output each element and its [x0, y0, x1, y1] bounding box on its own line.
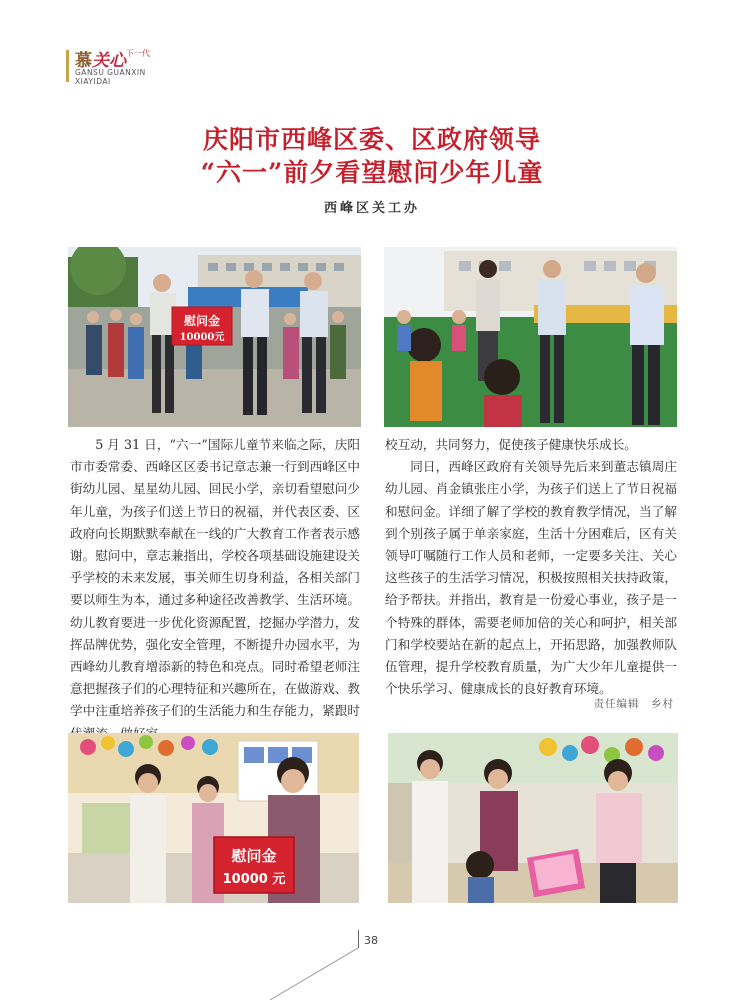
article-title-line2: “六一”前夕看望慰问少年儿童 — [200, 158, 544, 187]
logo-english-line1: GANSU GUANXIN — [75, 68, 146, 77]
article-byline: 西峰区关工办 — [323, 201, 420, 216]
photo3-sign-line2: 10000 元 — [222, 872, 286, 887]
article-paragraph-1-continued: 校互动，共同努力，促使孩子健康快乐成长。 — [385, 437, 637, 452]
logo-xiayidai: 下一代 — [126, 49, 150, 58]
article-title-line1: 庆阳市西峰区委、区政府领导 — [202, 125, 541, 154]
photo3-sign-line1: 慰问金 — [231, 847, 277, 865]
logo-bar — [66, 50, 69, 82]
page-number: 38 — [364, 934, 378, 947]
article-paragraph-1: 5 月 31 日，“六一”国际儿童节来临之际，庆阳市市委常委、西峰区区委书记章志兼一行到西峰区中街幼儿园、星星幼儿园、回民小学，亲切看望慰问少年儿童，为孩子们送上节日的祝福，并代表区委、区政府向长期默默奉献在一线的广大教育工作者表示感谢。慰问中，章志兼指出，学校各项基础设施建设关乎学校的未来发展，事关师生切身利益，各相关部门要以师生为本，通过多种途径改善教学、生活环境。幼儿教育要进一步优化资源配置，挖掘办学潜力，发挥品牌优势，强化安全管理，不断提升办园水平，为西峰幼儿教育增添新的特色和亮点。同时希望老师注意把握孩子们的心理特征和兴趣所在，在做游戏、教学中注重培养孩子们的生活能力和生存能力，紧跟时 — [70, 437, 360, 719]
photo-playground-children — [384, 247, 677, 427]
article-column-right — [385, 434, 677, 700]
article-paragraph-2: 同日，西峰区政府有关领导先后来到董志镇周庄幼儿园、肖金镇张庄小学，为孩子们送上了节日祝福和慰问金。详细了解了学校的教育教学情况，当了解到个别孩子属于单亲家庭，生活十分困难后，区有关领导叮嘱随行工作人员和老师，一定要多关注、关心这些孩子的生活学习情况，积极按照相关扶持政策，给予帮扶。并指出，教育是一份爱心事业，孩子是一个特殊的群体，需要老师加倍的关心和呵护，相关部门和学校要站在新的起点上，开拓思路，加强教师队伍管理，提升学校教育质量，为广大少年儿童提供一个快乐学习、健康成长的良好教育环境。 — [385, 459, 677, 697]
article-column-left — [70, 434, 360, 745]
photo-classroom-gifts — [388, 733, 678, 903]
logo-chinese: 慕关心 — [75, 51, 126, 71]
photo-outdoor-ceremony — [68, 247, 361, 427]
logo-english-line2: XIAYIDAI — [75, 77, 111, 86]
editor-credit: 责任编辑 乡村 — [593, 698, 674, 710]
masthead-logo — [66, 44, 176, 94]
photo1-sign-line1: 慰问金 — [183, 314, 221, 328]
photo1-sign-line2: 10000元 — [179, 332, 225, 343]
photo-classroom-donation — [68, 733, 359, 903]
page-number-divider — [358, 930, 359, 948]
